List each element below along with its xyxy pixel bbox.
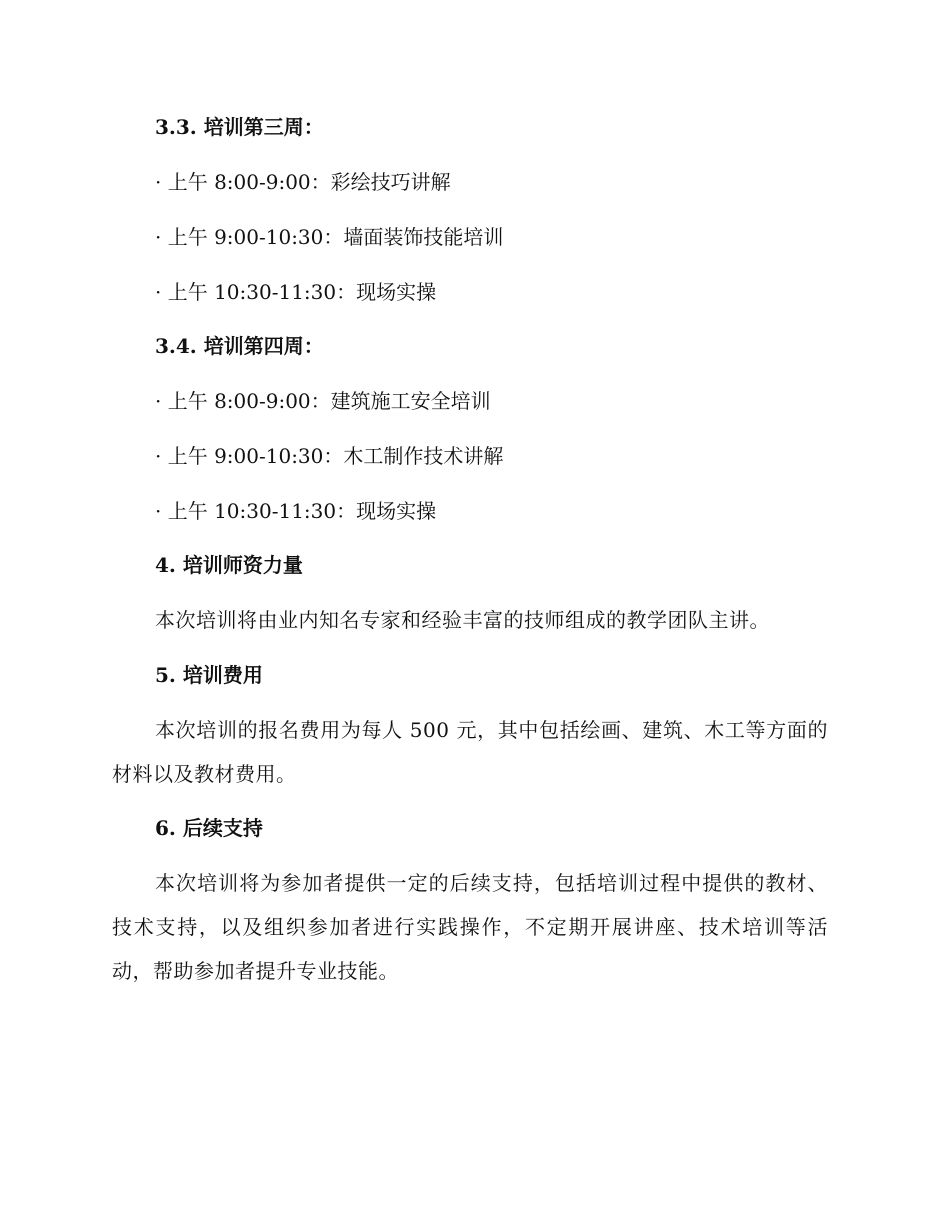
- schedule-item: · 上午 8:00-9:00：彩绘技巧讲解: [155, 170, 451, 194]
- section-heading-week4: 3.4. 培训第四周：: [155, 334, 324, 358]
- section-heading-fees: 5. 培训费用: [155, 663, 263, 687]
- section-heading-support: 6. 后续支持: [155, 816, 263, 840]
- support-paragraph: 本次培训将为参加者提供一定的后续支持，包括培训过程中提供的教材、技术支持，以及组织参加者进行实践操作，不定期开展讲座、技术培训等活动，帮助参加者提升专业技能。: [112, 871, 828, 983]
- schedule-item: · 上午 10:30-11:30：现场实操: [155, 280, 437, 304]
- section-heading-week3: 3.3. 培训第三周：: [155, 115, 324, 139]
- schedule-item: · 上午 9:00-10:30：墙面装饰技能培训: [155, 225, 504, 249]
- schedule-item: · 上午 9:00-10:30：木工制作技术讲解: [155, 444, 504, 468]
- fees-paragraph: 本次培训的报名费用为每人 500 元，其中包括绘画、建筑、木工等方面的材料以及教材费用。: [112, 718, 828, 786]
- section-heading-teachers: 4. 培训师资力量: [155, 553, 303, 577]
- schedule-item: · 上午 8:00-9:00：建筑施工安全培训: [155, 389, 491, 413]
- teachers-paragraph: 本次培训将由业内知名专家和经验丰富的技师组成的教学团队主讲。: [155, 608, 770, 632]
- schedule-item: · 上午 10:30-11:30：现场实操: [155, 499, 437, 523]
